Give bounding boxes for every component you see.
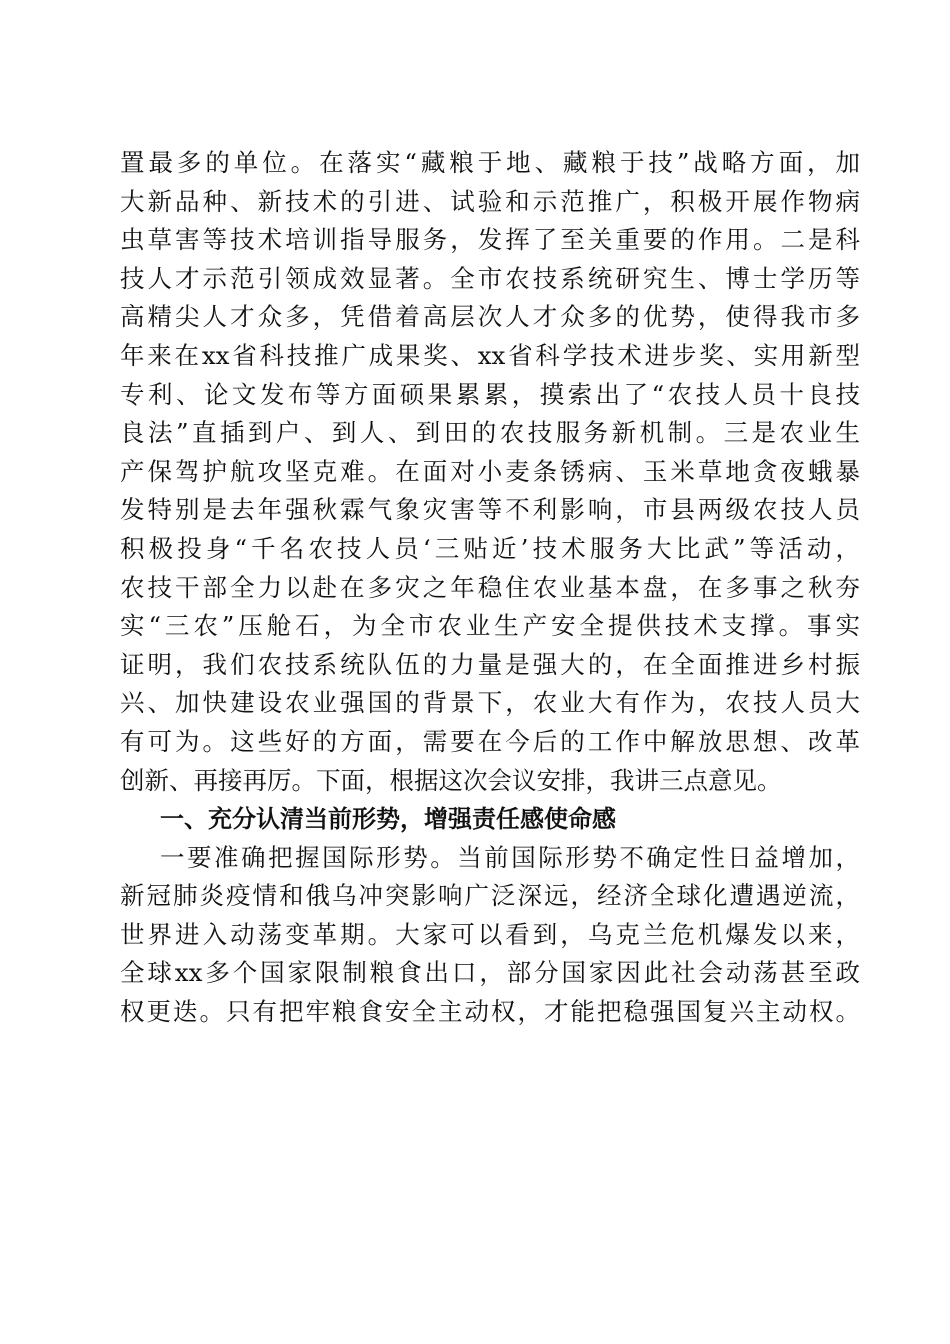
text-line: 全球xx多个国家限制粮食出口，部分国家因此社会动荡甚至政	[120, 958, 860, 988]
text-line: 一要准确把握国际形势。当前国际形势不确定性日益增加，	[160, 842, 860, 872]
text-line: 积极投身“千名农技人员‘三贴近’技术服务大比武”等活动，	[120, 533, 860, 563]
text-line: 有可为。这些好的方面，需要在今后的工作中解放思想、改革	[120, 726, 860, 756]
text-line: 新冠肺炎疫情和俄乌冲突影响广泛深远，经济全球化遭遇逆流，	[120, 881, 860, 911]
body-text	[120, 144, 860, 1032]
text-line: 高精尖人才众多，凭借着高层次人才众多的优势，使得我市多	[120, 302, 860, 332]
text-line: 大新品种、新技术的引进、试验和示范推广，积极开展作物病	[120, 186, 860, 216]
text-line: 证明，我们农技系统队伍的力量是强大的，在全面推进乡村振	[120, 649, 860, 679]
section-heading: 一、充分认清当前形势，增强责任感使命感	[160, 805, 616, 834]
text-line: 置最多的单位。在落实“藏粮于地、藏粮于技”战略方面，加	[120, 148, 860, 177]
text-line: 专利、论文发布等方面硕果累累，摸索出了“农技人员十良技	[120, 379, 860, 409]
text-line: 产保驾护航攻坚克难。在面对小麦条锈病、玉米草地贪夜蛾暴	[120, 456, 860, 486]
text-line: 技人才示范引领成效显著。全市农技系统研究生、博士学历等	[120, 263, 860, 293]
text-line: 实“三农”压舱石，为全市农业生产安全提供技术支撑。事实	[120, 611, 860, 641]
text-line: 兴、加快建设农业强国的背景下，农业大有作为，农技人员大	[120, 688, 860, 718]
text-line: 年来在xx省科技推广成果奖、xx省科学技术进步奖、实用新型	[120, 340, 860, 370]
text-line: 创新、再接再厉。下面，根据这次会议安排，我讲三点意见。	[120, 765, 782, 795]
text-line: 农技干部全力以赴在多灾之年稳住农业基本盘，在多事之秋夯	[120, 572, 860, 602]
text-line: 权更迭。只有把牢粮食安全主动权，才能把稳强国复兴主动权。	[120, 997, 860, 1027]
text-line: 世界进入动荡变革期。大家可以看到，乌克兰危机爆发以来，	[120, 919, 860, 949]
text-line: 发特别是去年强秋霖气象灾害等不利影响，市县两级农技人员	[120, 495, 860, 525]
text-line: 良法”直插到户、到人、到田的农技服务新机制。三是农业生	[120, 418, 860, 448]
text-line: 虫草害等技术培训指导服务，发挥了至关重要的作用。二是科	[120, 225, 860, 255]
